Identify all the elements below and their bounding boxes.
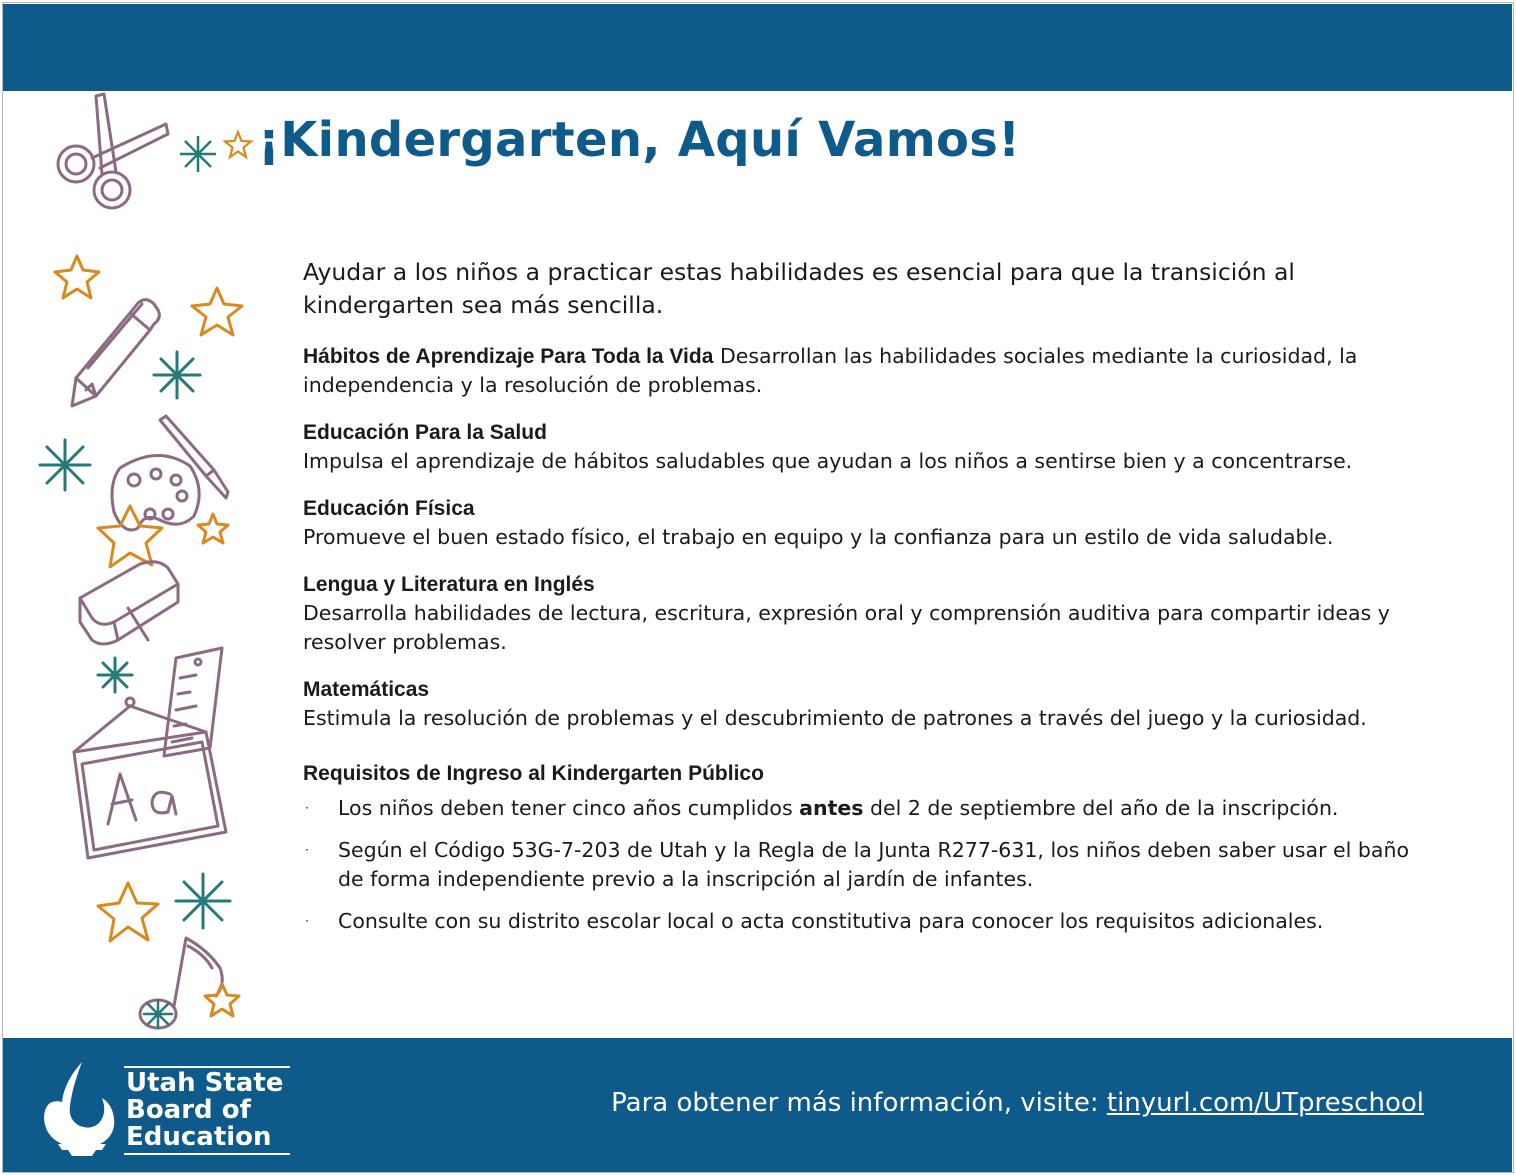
footer-info-prefix: Para obtener más información, visite: xyxy=(611,1088,1107,1118)
asterisk-icon xyxy=(154,352,200,398)
requirements-heading: Requisitos de Ingreso al Kindergarten Público xyxy=(303,762,764,785)
main-content xyxy=(303,256,1413,949)
intro-paragraph: Ayudar a los niños a practicar estas habilidades es esencial para que la transición al kindergarten sea más sencilla. xyxy=(303,258,1295,319)
item-emphasis: antes xyxy=(799,796,864,820)
list-item xyxy=(303,907,1413,936)
asterisk-icon xyxy=(40,440,90,490)
section-text: Estimula la resolución de problemas y el descubrimiento de patrones a través del juego y la curiosidad. xyxy=(303,706,1367,730)
section-text: Impulsa el aprendizaje de hábitos saludables que ayudan a los niños a sentirse bien y a concentrarse. xyxy=(303,449,1353,473)
asterisk-icon xyxy=(98,658,132,692)
letter-block-icon xyxy=(74,698,226,858)
bullet: · xyxy=(305,914,309,928)
item-text: Los niños deben tener cinco años cumplidos xyxy=(338,796,800,820)
section-math xyxy=(303,675,1413,733)
section-lifelong-learning xyxy=(303,342,1413,400)
asterisk-icon xyxy=(144,1000,172,1028)
star-icon xyxy=(98,506,162,567)
list-item xyxy=(303,836,1413,894)
list-item xyxy=(303,794,1413,823)
section-text: Desarrollan las habilidades sociales mediante la curiosidad, la independencia y la resolución de problemas. xyxy=(303,344,1358,397)
ruler-icon xyxy=(164,648,222,756)
star-icon xyxy=(55,256,99,298)
eraser-icon xyxy=(80,562,178,644)
star-icon xyxy=(98,883,158,941)
pencil-icon xyxy=(72,300,159,406)
page-title: ¡Kindergarten, Aquí Vamos! xyxy=(258,112,1021,168)
requirements-list xyxy=(303,794,1413,936)
section-english-language-arts xyxy=(303,570,1413,657)
section-heading: Hábitos de Aprendizaje Para Toda la Vida xyxy=(303,345,714,368)
logo-line: Utah State xyxy=(126,1068,284,1098)
section-physical-education xyxy=(303,494,1413,552)
logo-line: Board of xyxy=(126,1095,251,1125)
star-icon xyxy=(192,288,242,335)
item-text-end: del 2 de septiembre del año de la inscripción. xyxy=(863,796,1339,820)
logo-line: Education xyxy=(126,1122,272,1152)
section-health xyxy=(303,418,1413,476)
section-heading: Educación Para la Salud xyxy=(303,421,547,444)
preschool-info-link[interactable]: tinyurl.com/UTpreschool xyxy=(1106,1088,1424,1118)
star-icon xyxy=(198,514,228,543)
bullet: · xyxy=(305,801,309,815)
school-supplies-illustration xyxy=(30,88,260,1038)
asterisk-icon xyxy=(176,874,230,928)
footer-info xyxy=(611,1088,1424,1118)
section-heading: Matemáticas xyxy=(303,678,430,701)
scissors-icon xyxy=(58,94,168,208)
section-heading: Lengua y Literatura en Inglés xyxy=(303,573,595,596)
section-text: Promueve el buen estado físico, el trabajo en equipo y la confianza para un estilo de vida saludable. xyxy=(303,525,1334,549)
paint-palette-icon xyxy=(112,416,228,530)
item-text: Consulte con su distrito escolar local o acta constitutiva para conocer los requisitos adicionales. xyxy=(338,909,1324,933)
usbe-logo-wordmark xyxy=(124,1066,290,1155)
item-text: Según el Código 53G-7-203 de Utah y la Regla de la Junta R277-631, los niños deben saber usar el baño de forma independiente previo a la inscripción al jardín de infantes. xyxy=(338,838,1409,891)
bullet: · xyxy=(305,843,309,857)
header-band xyxy=(3,4,1512,91)
section-text: Desarrolla habilidades de lectura, escritura, expresión oral y comprensión auditiva para compartir ideas y resolver problemas. xyxy=(303,601,1390,654)
section-heading: Educación Física xyxy=(303,497,475,520)
